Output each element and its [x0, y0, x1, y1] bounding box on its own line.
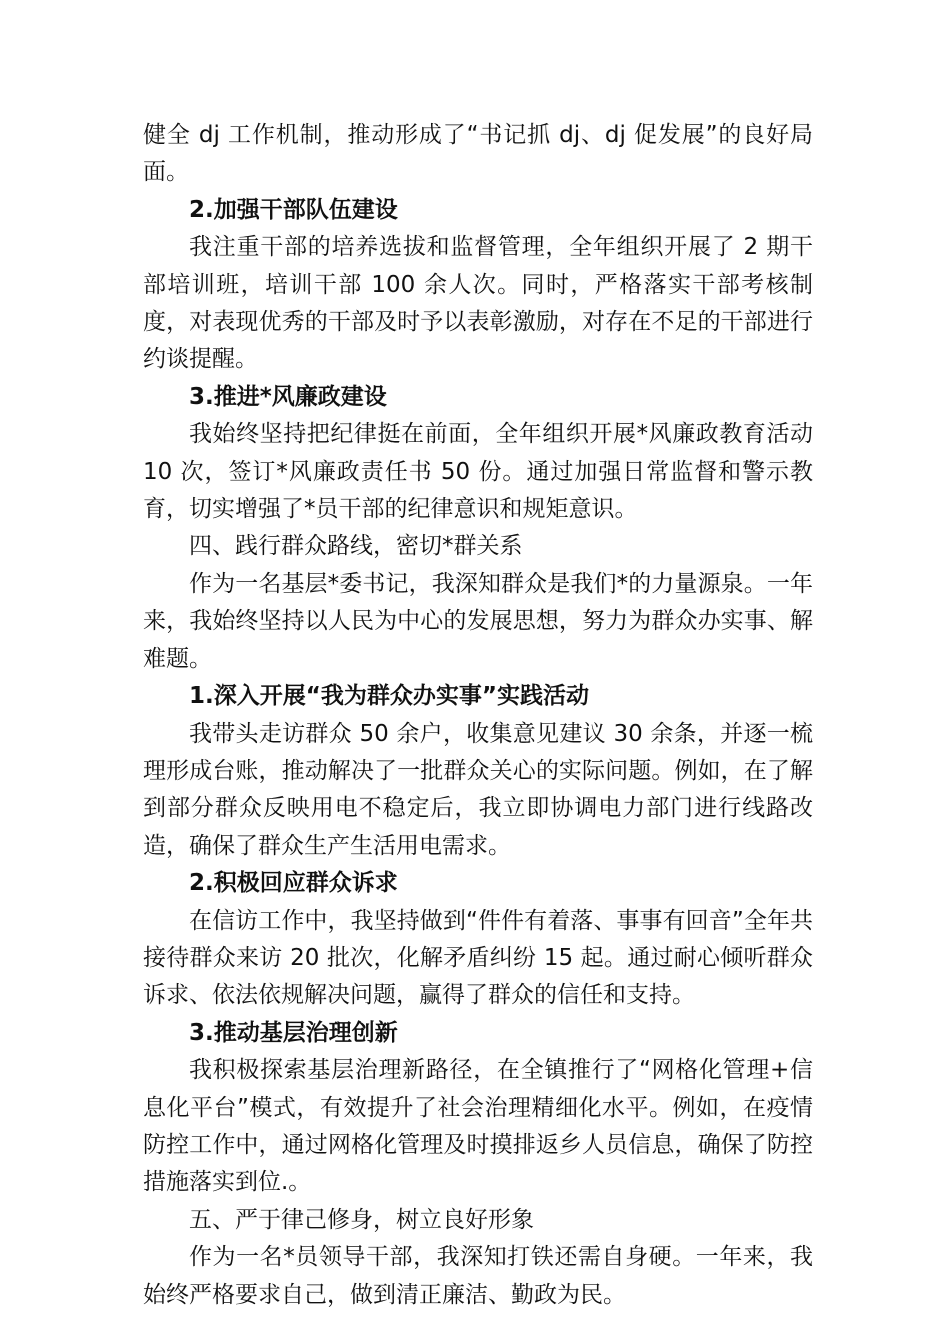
document-body [143, 117, 813, 1314]
body-paragraph: 我始终坚持把纪律挺在前面，全年组织开展*风廉政教育活动 10 次，签订*风廉政责任书 50 份。通过加强日常监督和警示教育，切实增强了*员干部的纪律意识和规矩意识。 [143, 421, 813, 523]
subsection-heading: 3.推动基层治理创新 [189, 1019, 398, 1046]
section-heading: 五、严于律己修身，树立良好形象 [189, 1206, 534, 1233]
subsection-heading: 3.推进*风廉政建设 [189, 383, 387, 410]
body-paragraph: 我注重干部的培养选拔和监督管理，全年组织开展了 2 期干部培训班，培训干部 100 余人次。同时，严格落实干部考核制度，对表现优秀的干部及时予以表彰激励，对存在不足的干部进行约谈提醒。 [143, 234, 813, 373]
subsection-heading: 2.加强干部队伍建设 [189, 196, 398, 223]
body-paragraph: 在信访工作中，我坚持做到“件件有着落、事事有回音”全年共接待群众来访 20 批次，化解矛盾纠纷 15 起。通过耐心倾听群众诉求、依法依规解决问题，赢得了群众的信任和支持。 [143, 907, 813, 1009]
body-paragraph: 健全 dj 工作机制，推动形成了“书记抓 dj、dj 促发展”的良好局面。 [143, 122, 813, 186]
subsection-heading: 1.深入开展“我为群众办实事”实践活动 [189, 683, 589, 710]
body-paragraph: 作为一名基层*委书记，我深知群众是我们*的力量源泉。一年来，我始终坚持以人民为中心的发展思想，努力为群众办实事、解难题。 [143, 570, 813, 672]
body-paragraph: 我积极探索基层治理新路径，在全镇推行了“网格化管理+信息化平台”模式，有效提升了社会治理精细化水平。例如，在疫情防控工作中，通过网格化管理及时摸排返乡人员信息，确保了防控措施落实到位.。 [143, 1057, 813, 1196]
body-paragraph: 作为一名*员领导干部，我深知打铁还需自身硬。一年来，我始终严格要求自己，做到清正廉洁、勤政为民。 [143, 1244, 813, 1308]
body-paragraph: 我带头走访群众 50 余户，收集意见建议 30 余条，并逐一梳理形成台账，推动解决了一批群众关心的实际问题。例如，在了解到部分群众反映用电不稳定后，我立即协调电力部门进行线路改造，确保了群众生产生活用电需求。 [143, 720, 813, 859]
subsection-heading: 2.积极回应群众诉求 [189, 870, 398, 897]
section-heading: 四、践行群众路线，密切*群关系 [189, 533, 523, 560]
